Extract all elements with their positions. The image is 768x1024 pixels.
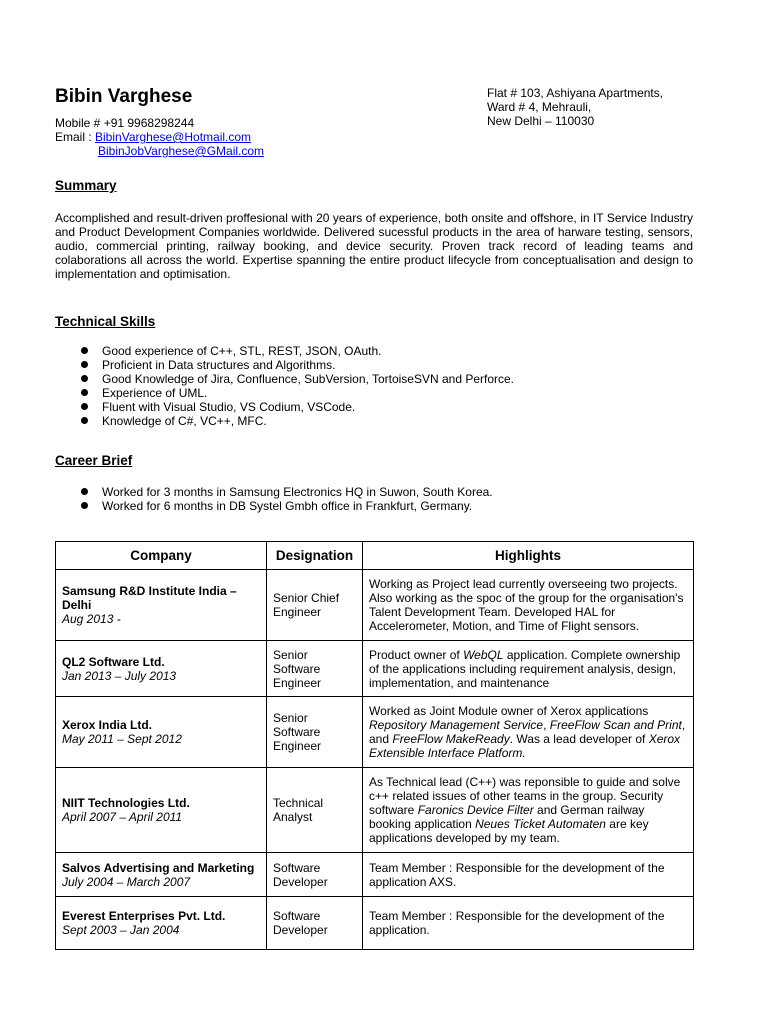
table-row — [56, 853, 694, 897]
product-name: WebQL — [463, 647, 504, 662]
employment-period: July 2004 – March 2007 — [62, 874, 191, 889]
list-item: Worked for 6 months in DB Systel Gmbh office in Frankfurt, Germany. — [55, 499, 493, 513]
highlight-text: and German railway booking application — [369, 803, 645, 831]
technical-skills-heading: Technical Skills — [55, 314, 156, 329]
highlight-text: Working as Project lead currently overseeing two projects. Also working as the spoc of the group for the organisation's Talent Development Team. Developed HAL for Accelerometer, Motion, and Time of Flight sensors. — [369, 577, 684, 633]
table-row — [56, 641, 694, 697]
highlight-text: , — [543, 718, 550, 732]
designation-cell: Software Developer — [267, 853, 363, 897]
highlights-cell — [363, 897, 694, 950]
address-line-1: Flat # 103, Ashiyana Apartments, — [487, 86, 664, 100]
company-name: Everest Enterprises Pvt. Ltd. — [62, 909, 226, 923]
product-name: Repository Management Service — [369, 718, 544, 732]
product-name: FreeFlow Scan and Print — [549, 718, 682, 732]
summary-text: Accomplished and result-driven proffesional with 20 years of experience, both onsite and offshore, in IT Service Industry and Product Development Companies worldwide. Delivered sucessful products in the area of harware testing, sensors, audio, commercial printing, railway booking, and device security. Proven track record of leading teams and colaborations all across the world. Expertise spanning the entire product lifecycle from conceptualisation and design to implementation and optimisation. — [55, 211, 693, 281]
highlights-cell — [363, 697, 694, 768]
company-cell — [56, 697, 267, 768]
company-name: Xerox India Ltd. — [62, 718, 153, 732]
product-name: Faronics Device Filter — [417, 803, 534, 817]
designation-cell: Software Developer — [267, 897, 363, 950]
list-item: Good experience of C++, STL, REST, JSON, OAuth. — [55, 344, 514, 358]
employment-table — [55, 541, 694, 950]
highlight-text: Product owner of — [369, 647, 464, 662]
company-name: Samsung R&D Institute India – Delhi — [62, 584, 237, 612]
contact-block — [55, 116, 264, 158]
technical-skills-list — [55, 344, 514, 428]
list-item: Proficient in Data structures and Algorithms. — [55, 358, 514, 372]
column-header-highlights: Highlights — [363, 542, 694, 570]
email-row-2 — [55, 144, 264, 158]
company-name: QL2 Software Ltd. — [62, 654, 165, 669]
table-row — [56, 768, 694, 853]
highlight-text: , and — [369, 718, 686, 746]
column-header-designation: Designation — [267, 542, 363, 570]
table-row — [56, 697, 694, 768]
email-link-gmail[interactable]: BibinJobVarghese@GMail.com — [98, 144, 265, 158]
company-cell — [56, 641, 267, 697]
company-name: Salvos Advertising and Marketing — [62, 860, 255, 875]
product-name: Xerox Extensible Interface Platform. — [369, 732, 681, 760]
table-row — [56, 570, 694, 641]
employment-period: May 2011 – Sept 2012 — [62, 732, 182, 746]
summary-heading: Summary — [55, 178, 117, 193]
employment-period: Sept 2003 – Jan 2004 — [62, 923, 180, 937]
postal-address — [487, 86, 663, 128]
designation-cell: Senior Chief Engineer — [267, 570, 363, 641]
company-cell — [56, 768, 267, 853]
highlights-cell — [363, 768, 694, 853]
candidate-name: Bibin Varghese — [55, 86, 193, 107]
highlight-text: application. Complete ownership of the applications including requirement analysis, design, implementation, and maintenance — [369, 647, 681, 690]
highlights-cell — [363, 570, 694, 641]
highlights-cell — [363, 641, 694, 697]
table-row — [56, 897, 694, 950]
company-cell — [56, 853, 267, 897]
mobile-number: Mobile # +91 9968298244 — [55, 116, 195, 130]
product-name: FreeFlow MakeReady — [392, 732, 510, 746]
address-line-2: Ward # 4, Mehrauli, — [487, 100, 592, 114]
email-label: Email : — [55, 130, 96, 144]
company-name: NIIT Technologies Ltd. — [62, 796, 190, 810]
company-cell — [56, 897, 267, 950]
highlight-text: Worked as Joint Module owner of Xerox applications — [369, 704, 649, 718]
table-header-row — [56, 542, 694, 570]
list-item: Knowledge of C#, VC++, MFC. — [55, 414, 514, 428]
designation-cell: Senior Software Engineer — [267, 641, 363, 697]
highlight-text: are key applications developed by my team. — [369, 817, 649, 845]
designation-cell: Senior Software Engineer — [267, 697, 363, 768]
company-cell — [56, 570, 267, 641]
email-link-hotmail[interactable]: BibinVarghese@Hotmail.com — [95, 130, 252, 144]
list-item: Worked for 3 months in Samsung Electronics HQ in Suwon, South Korea. — [55, 485, 493, 499]
employment-period: April 2007 – April 2011 — [62, 810, 183, 824]
column-header-company: Company — [56, 542, 267, 570]
list-item: Good Knowledge of Jira, Confluence, SubVersion, TortoiseSVN and Perforce. — [55, 372, 514, 386]
product-name: Neues Ticket Automaten — [475, 817, 606, 831]
career-brief-heading: Career Brief — [55, 453, 133, 468]
career-brief-list — [55, 485, 493, 513]
highlight-text: . Was a lead developer of — [509, 732, 649, 746]
highlight-text: Team Member : Responsible for the development of the application AXS. — [369, 860, 665, 889]
designation-cell: Technical Analyst — [267, 768, 363, 853]
employment-period: Aug 2013 - — [62, 612, 121, 626]
list-item: Fluent with Visual Studio, VS Codium, VSCode. — [55, 400, 514, 414]
address-line-3: New Delhi – 110030 — [487, 114, 595, 128]
email-row — [55, 130, 264, 144]
highlight-text: As Technical lead (C++) was reponsible to guide and solve c++ related issues of other teams in the group. Security software — [369, 775, 681, 817]
employment-period: Jan 2013 – July 2013 — [62, 668, 177, 683]
highlight-text: Team Member : Responsible for the development of the application. — [369, 909, 665, 937]
highlights-cell — [363, 853, 694, 897]
list-item: Experience of UML. — [55, 386, 514, 400]
